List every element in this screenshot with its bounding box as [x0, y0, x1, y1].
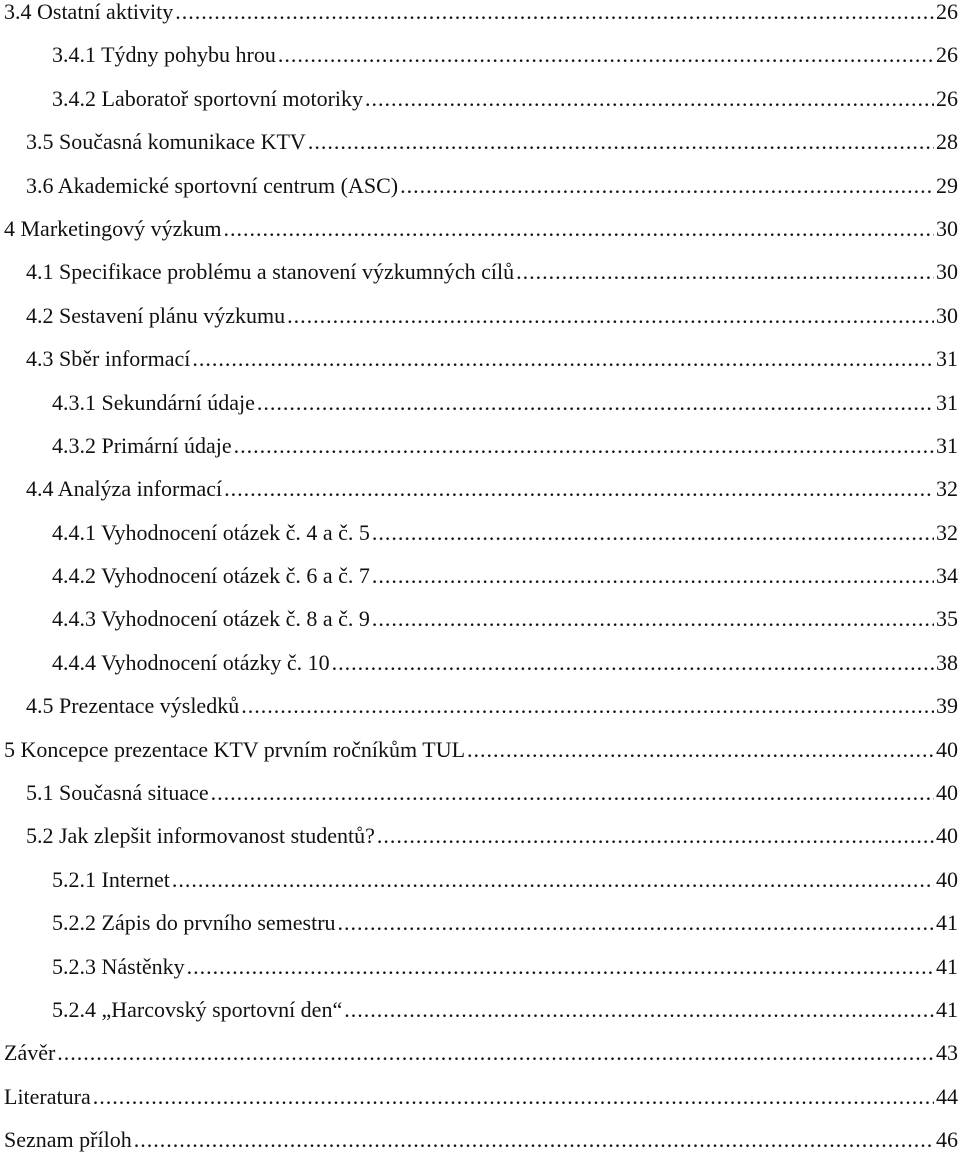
toc-entry[interactable] — [0, 858, 958, 901]
toc-dot-leader — [372, 554, 934, 597]
toc-entry[interactable] — [0, 901, 958, 944]
toc-dot-leader — [172, 858, 934, 901]
toc-dot-leader — [187, 945, 934, 988]
toc-dot-leader — [211, 771, 934, 814]
toc-entry-title: 3.5 Současná komunikace KTV — [26, 129, 306, 155]
toc-entry-title: 3.6 Akademické sportovní centrum (ASC) — [26, 172, 399, 198]
toc-dot-leader — [332, 641, 934, 684]
toc-entry[interactable] — [0, 424, 958, 467]
toc-entry[interactable] — [0, 77, 958, 120]
toc-entry-page-number: 30 — [936, 302, 958, 328]
toc-entry-title: 4.4 Analýza informací — [26, 476, 223, 502]
toc-entry-title: 3.4 Ostatní aktivity — [4, 0, 174, 24]
toc-dot-leader — [93, 1075, 934, 1118]
toc-dot-leader — [241, 684, 934, 727]
toc-entry[interactable] — [0, 294, 958, 337]
toc-entry[interactable] — [0, 33, 958, 76]
toc-entry-page-number: 41 — [936, 996, 958, 1022]
toc-entry-page-number: 32 — [936, 519, 958, 545]
toc-entry[interactable] — [0, 684, 958, 727]
toc-entry-page-number: 31 — [936, 389, 958, 415]
toc-entry-page-number: 39 — [936, 693, 958, 719]
toc-dot-leader — [308, 120, 934, 163]
toc-entry[interactable] — [0, 814, 958, 857]
toc-dot-leader — [175, 0, 934, 33]
toc-entry-page-number: 38 — [936, 649, 958, 675]
toc-entry-page-number: 40 — [936, 780, 958, 806]
toc-entry-page-number: 30 — [936, 215, 958, 241]
toc-dot-leader — [234, 424, 934, 467]
toc-entry[interactable] — [0, 381, 958, 424]
toc-entry[interactable] — [0, 597, 958, 640]
toc-entry-title: 4.2 Sestavení plánu výzkumu — [26, 302, 286, 328]
toc-entry-title: 4.4.2 Vyhodnocení otázek č. 6 a č. 7 — [52, 563, 370, 589]
toc-entry[interactable] — [0, 250, 958, 293]
toc-entry-title: Závěr — [4, 1040, 56, 1066]
toc-entry[interactable] — [0, 1118, 958, 1161]
toc-dot-leader — [287, 294, 934, 337]
toc-entry-page-number: 40 — [936, 736, 958, 762]
toc-entry-title: 5.1 Současná situace — [26, 780, 209, 806]
toc-entry-page-number: 28 — [936, 129, 958, 155]
toc-entry-page-number: 35 — [936, 606, 958, 632]
toc-entry[interactable] — [0, 728, 958, 771]
toc-entry-page-number: 34 — [936, 563, 958, 589]
toc-entry[interactable] — [0, 771, 958, 814]
toc-entry[interactable] — [0, 511, 958, 554]
toc-entry-title: 5.2.3 Nástěnky — [52, 953, 185, 979]
toc-dot-leader — [516, 250, 934, 293]
toc-dot-leader — [224, 207, 934, 250]
toc-entry-page-number: 41 — [936, 910, 958, 936]
toc-dot-leader — [192, 337, 934, 380]
toc-dot-leader — [400, 164, 934, 207]
toc-entry-page-number: 40 — [936, 823, 958, 849]
toc-dot-leader — [377, 814, 934, 857]
toc-entry-title: 4.1 Specifikace problému a stanovení výzkumných cílů — [26, 259, 515, 285]
toc-entry-page-number: 26 — [936, 42, 958, 68]
toc-entry[interactable] — [0, 554, 958, 597]
toc-dot-leader — [467, 728, 934, 771]
toc-dot-leader — [372, 511, 934, 554]
toc-entry[interactable] — [0, 337, 958, 380]
toc-entry-page-number: 43 — [936, 1040, 958, 1066]
toc-entry-title: 5.2 Jak zlepšit informovanost studentů? — [26, 823, 375, 849]
toc-dot-leader — [224, 467, 934, 510]
toc-dot-leader — [365, 77, 934, 120]
toc-entry-page-number: 30 — [936, 259, 958, 285]
toc-dot-leader — [57, 1031, 934, 1074]
toc-entry-page-number: 31 — [936, 346, 958, 372]
toc-entry-title: 4 Marketingový výzkum — [4, 215, 222, 241]
toc-dot-leader — [134, 1118, 934, 1161]
toc-entry-page-number: 26 — [936, 0, 958, 24]
toc-entry[interactable] — [0, 1075, 958, 1118]
toc-entry-title: 4.4.4 Vyhodnocení otázky č. 10 — [52, 649, 330, 675]
toc-entry-page-number: 29 — [936, 172, 958, 198]
toc-entry-title: 4.4.3 Vyhodnocení otázek č. 8 a č. 9 — [52, 606, 370, 632]
toc-entry-title: 5.2.2 Zápis do prvního semestru — [52, 910, 336, 936]
toc-dot-leader — [344, 988, 934, 1031]
toc-dot-leader — [372, 597, 934, 640]
toc-entry-title: 4.5 Prezentace výsledků — [26, 693, 240, 719]
toc-entry-title: 3.4.2 Laboratoř sportovní motoriky — [52, 85, 364, 111]
toc-entry-title: 4.3.2 Primární údaje — [52, 432, 232, 458]
toc-dot-leader — [257, 381, 934, 424]
toc-entry-title: 3.4.1 Týdny pohybu hrou — [52, 42, 276, 68]
toc-entry[interactable] — [0, 207, 958, 250]
toc-entry[interactable] — [0, 164, 958, 207]
toc-entry-title: 5 Koncepce prezentace KTV prvním ročníkům TUL — [4, 736, 466, 762]
toc-entry-page-number: 31 — [936, 432, 958, 458]
toc-entry-page-number: 41 — [936, 953, 958, 979]
toc-dot-leader — [278, 33, 934, 76]
toc-dot-leader — [338, 901, 934, 944]
toc-entry-page-number: 26 — [936, 85, 958, 111]
toc-entry[interactable] — [0, 120, 958, 163]
toc-entry-title: 5.2.1 Internet — [52, 866, 170, 892]
toc-entry-title: 4.4.1 Vyhodnocení otázek č. 4 a č. 5 — [52, 519, 370, 545]
toc-entry-title: 5.2.4 „Harcovský sportovní den“ — [52, 996, 343, 1022]
toc-entry[interactable] — [0, 945, 958, 988]
toc-entry-page-number: 44 — [936, 1083, 958, 1109]
toc-entry[interactable] — [0, 1031, 958, 1074]
toc-entry[interactable] — [0, 0, 958, 33]
toc-entry[interactable] — [0, 641, 958, 684]
toc-entry-title: 4.3 Sběr informací — [26, 346, 191, 372]
toc-entry-title: Seznam příloh — [4, 1127, 132, 1153]
toc-entry[interactable] — [0, 988, 958, 1031]
toc-entry-title: Literatura — [4, 1083, 91, 1109]
toc-entry-page-number: 40 — [936, 866, 958, 892]
toc-entry[interactable] — [0, 467, 958, 510]
toc-entry-title: 4.3.1 Sekundární údaje — [52, 389, 255, 415]
toc-entry-page-number: 32 — [936, 476, 958, 502]
toc-entry-page-number: 46 — [936, 1127, 958, 1153]
